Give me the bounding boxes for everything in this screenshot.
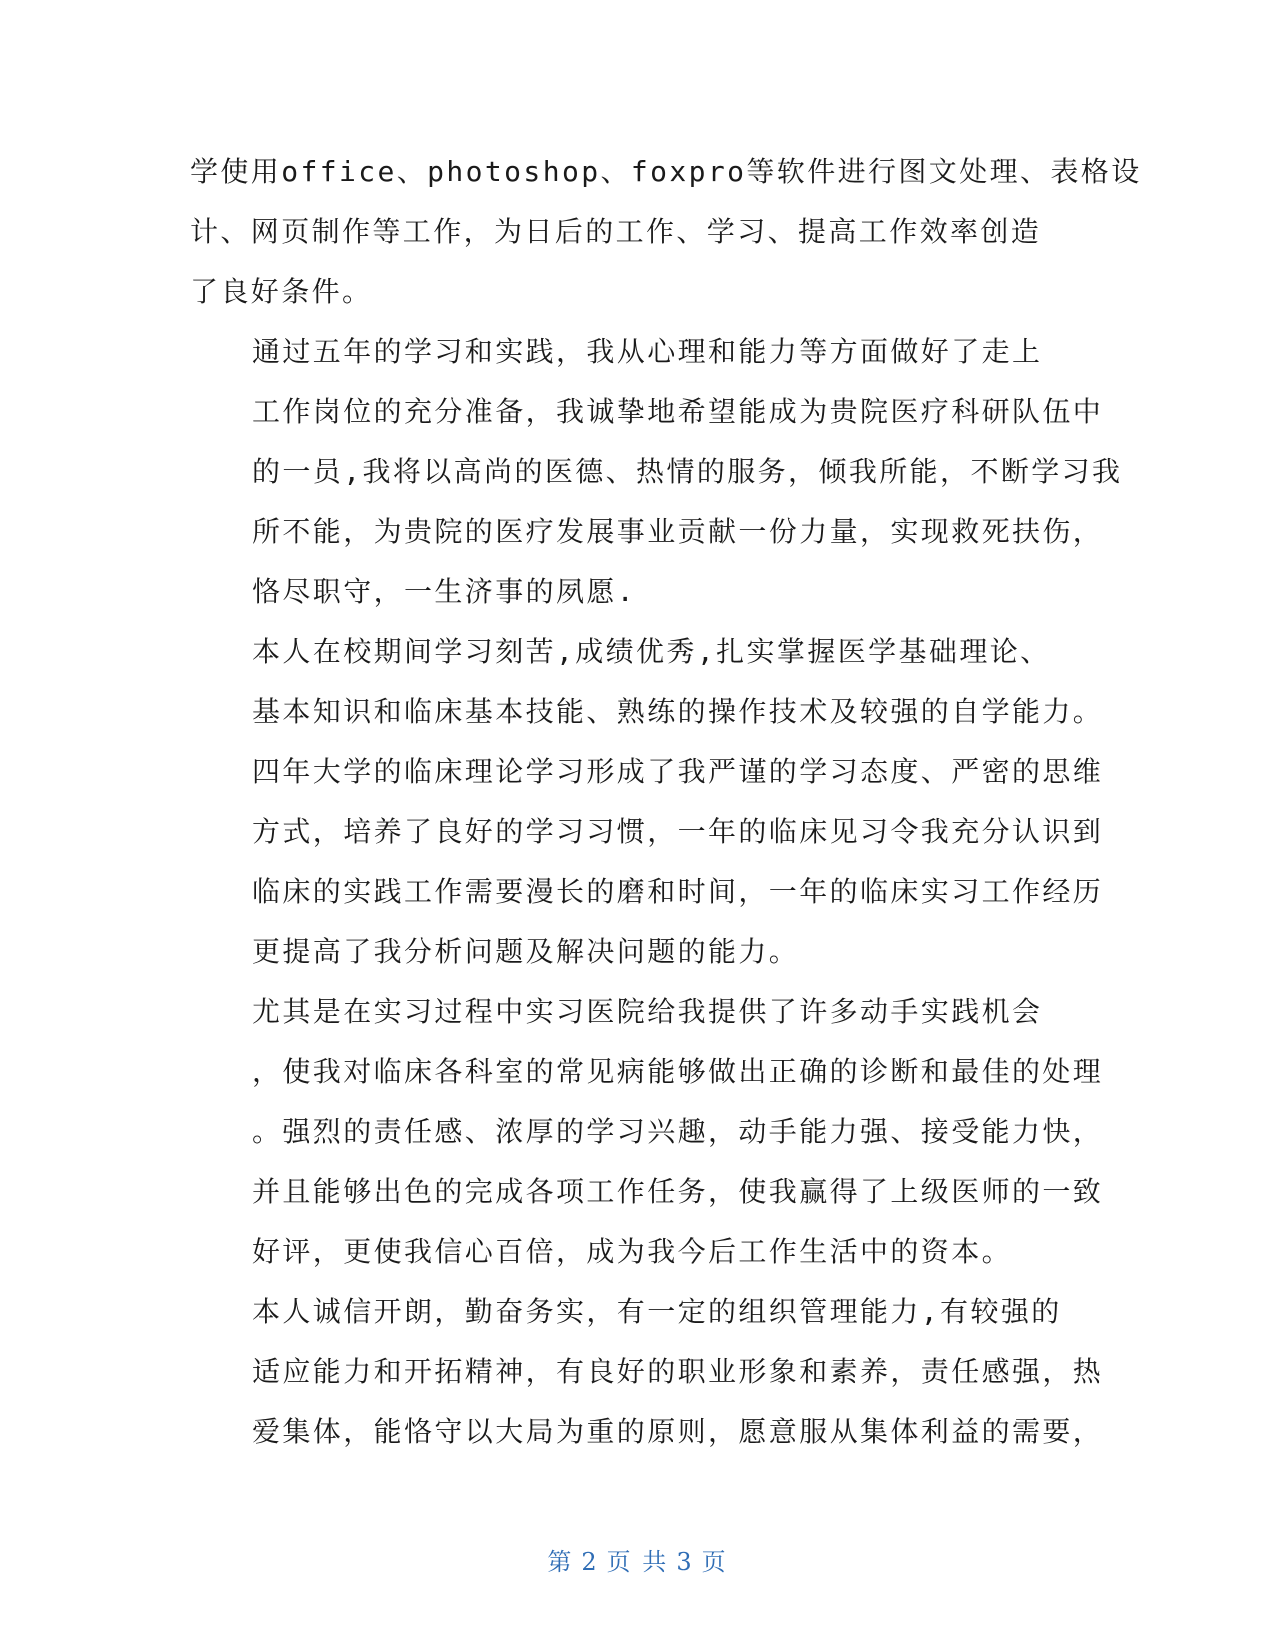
page-footer bbox=[0, 1542, 1275, 1577]
footer-page-number: 2 bbox=[581, 1548, 599, 1576]
footer-suffix: 页 bbox=[701, 1548, 728, 1576]
text-line: ，使我对临床各科室的常见病能够做出正确的诊断和最佳的处理 bbox=[252, 1055, 1104, 1088]
text-line: 本人在校期间学习刻苦,成绩优秀,扎实掌握医学基础理论、 bbox=[252, 635, 1051, 668]
paragraph bbox=[190, 982, 1104, 1282]
text-line: 的一员,我将以高尚的医德、热情的服务，倾我所能，不断学习我 bbox=[252, 455, 1123, 488]
paragraph bbox=[190, 322, 1123, 622]
text-line: 了良好条件。 bbox=[190, 275, 373, 308]
text-line: 方式，培养了良好的学习习惯，一年的临床见习令我充分认识到 bbox=[252, 815, 1104, 848]
text-line: 本人诚信开朗，勤奋务实，有一定的组织管理能力,有较强的 bbox=[252, 1295, 1062, 1328]
text-line: 恪尽职守，一生济事的夙愿. bbox=[252, 575, 637, 608]
text-line: 尤其是在实习过程中实习医院给我提供了许多动手实践机会 bbox=[252, 995, 1043, 1028]
text-line: 四年大学的临床理论学习形成了我严谨的学习态度、严密的思维 bbox=[252, 755, 1104, 788]
document-body bbox=[190, 142, 1142, 1462]
paragraph bbox=[190, 1282, 1104, 1462]
text-line: 适应能力和开拓精神，有良好的职业形象和素养，责任感强，热 bbox=[252, 1355, 1104, 1388]
text-line: 所不能，为贵院的医疗发展事业贡献一份力量，实现救死扶伤， bbox=[252, 515, 1104, 548]
text-line: 临床的实践工作需要漫长的磨和时间，一年的临床实习工作经历 bbox=[252, 875, 1104, 908]
text-line: 更提高了我分析问题及解决问题的能力。 bbox=[252, 935, 800, 968]
footer-middle: 页 共 bbox=[606, 1548, 669, 1576]
text-line: 学使用office、photoshop、foxpro等软件进行图文处理、表格设 bbox=[190, 155, 1142, 188]
paragraph bbox=[190, 622, 1104, 982]
text-line: 基本知识和临床基本技能、熟练的操作技术及较强的自学能力。 bbox=[252, 695, 1104, 728]
text-line: 并且能够出色的完成各项工作任务，使我赢得了上级医师的一致 bbox=[252, 1175, 1104, 1208]
text-line: 通过五年的学习和实践，我从心理和能力等方面做好了走上 bbox=[252, 335, 1043, 368]
text-line: 。强烈的责任感、浓厚的学习兴趣，动手能力强、接受能力快， bbox=[252, 1115, 1104, 1148]
text-line: 计、网页制作等工作，为日后的工作、学习、提高工作效率创造 bbox=[190, 215, 1042, 248]
footer-total-pages: 3 bbox=[676, 1548, 694, 1576]
text-line: 好评，更使我信心百倍，成为我今后工作生活中的资本。 bbox=[252, 1235, 1013, 1268]
footer-prefix: 第 bbox=[547, 1548, 574, 1576]
text-line: 爱集体，能恪守以大局为重的原则，愿意服从集体利益的需要， bbox=[252, 1415, 1104, 1448]
paragraph bbox=[190, 142, 1142, 322]
text-line: 工作岗位的充分准备，我诚挚地希望能成为贵院医疗科研队伍中 bbox=[252, 395, 1104, 428]
